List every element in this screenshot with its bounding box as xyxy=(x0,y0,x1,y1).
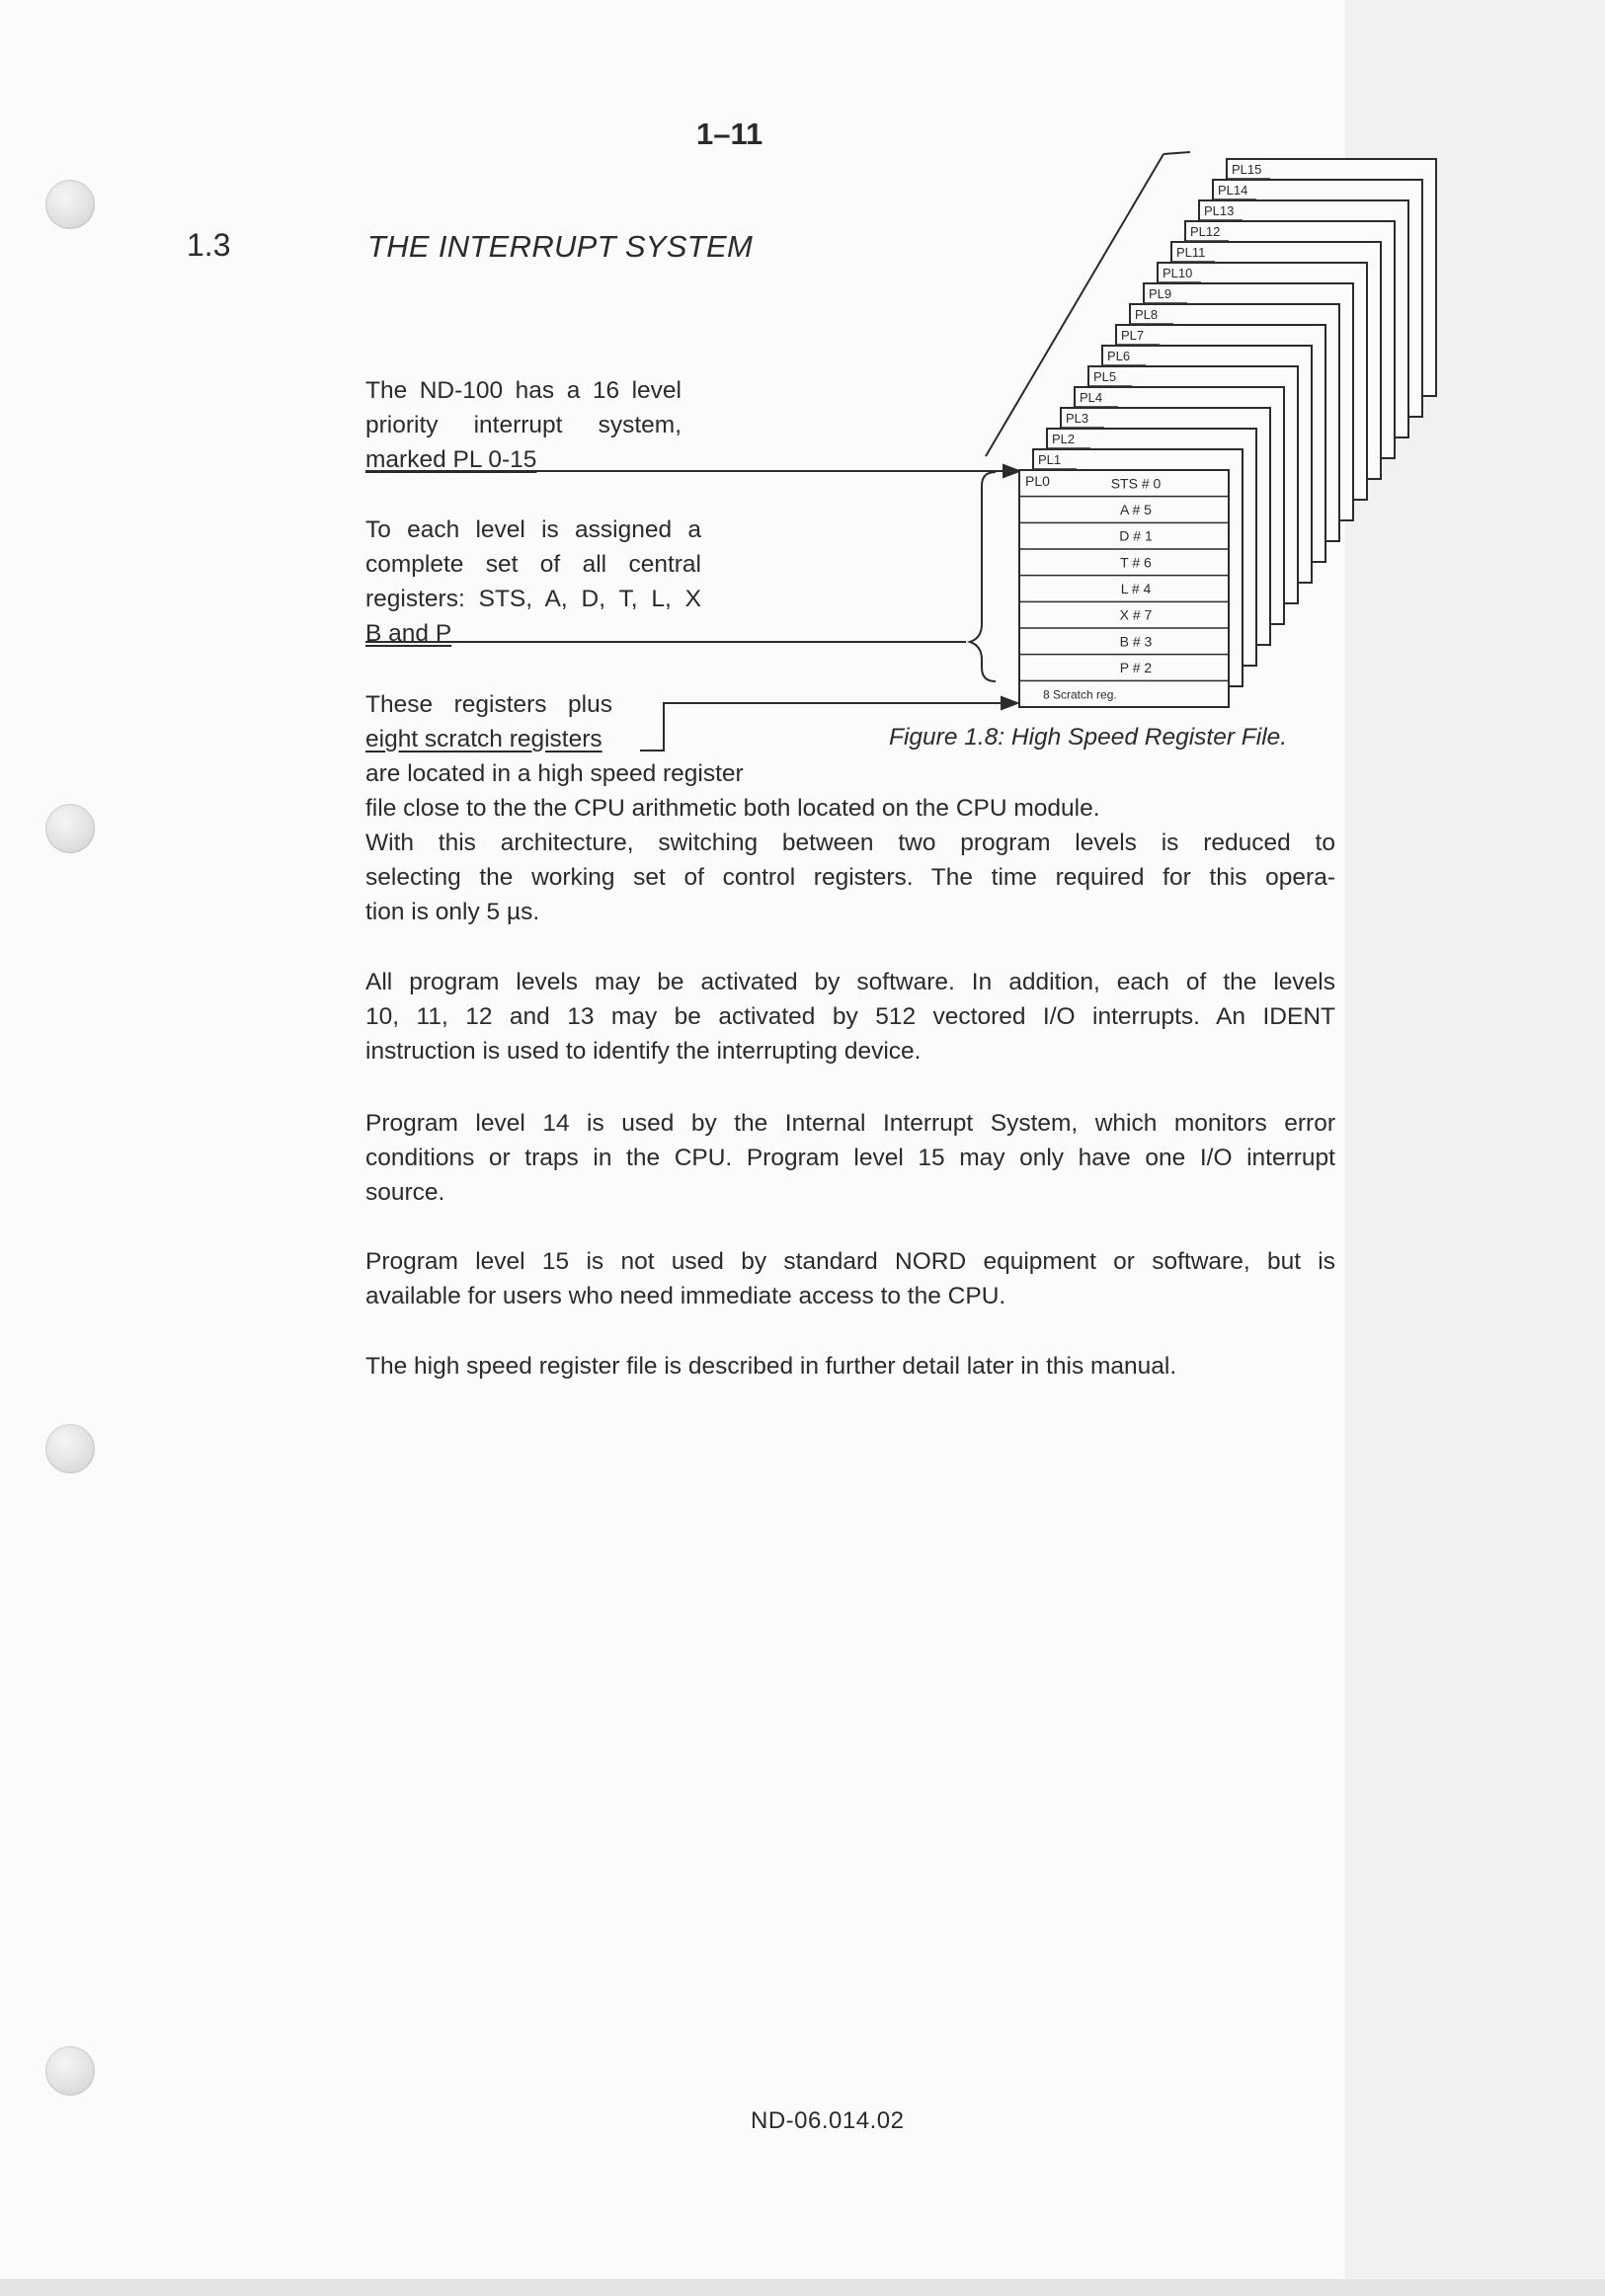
annotation-line: To each level is assigned a xyxy=(365,516,701,543)
body-line: instruction is used to identify the interrupting device. xyxy=(365,1038,922,1065)
body-line: The high speed register file is described in further detail later in this manual. xyxy=(365,1353,1177,1380)
body-line: tion is only 5 µs. xyxy=(365,899,540,925)
annotation-line: priority interrupt system, xyxy=(365,412,682,438)
annotation-line: B and P xyxy=(365,620,452,647)
register-row: L # 4 xyxy=(1120,581,1152,596)
arrowhead-icon xyxy=(1002,697,1017,709)
level-label: PL9 xyxy=(1149,286,1172,301)
annotation-line: complete set of all central xyxy=(365,551,701,578)
level-label: PL7 xyxy=(1121,328,1145,343)
annotation-line: marked PL 0-15 xyxy=(365,446,537,473)
section-number: 1.3 xyxy=(187,227,231,263)
section-title: THE INTERRUPT SYSTEM xyxy=(367,229,754,264)
level-label: PL5 xyxy=(1093,369,1117,384)
register-row: B # 3 xyxy=(1119,633,1153,650)
level-label: PL4 xyxy=(1080,390,1103,405)
register-brace xyxy=(970,472,996,681)
register-row: STS # 0 xyxy=(1110,475,1162,492)
paragraph-activation xyxy=(365,965,1335,1069)
annotation-line: These registers plus xyxy=(365,691,612,718)
paragraph-further-detail xyxy=(365,1349,1335,1384)
scratch-register-row: 8 Scratch reg. xyxy=(1043,687,1117,702)
body-line: Program level 15 is not used by standard NORD equipment or software, but is xyxy=(365,1248,1335,1275)
body-line: conditions or traps in the CPU. Program level 15 may only have one I/O interrupt xyxy=(365,1145,1335,1171)
level-label: PL0 xyxy=(1025,473,1050,489)
level-label: PL12 xyxy=(1190,224,1221,239)
arrowhead-icon xyxy=(1003,465,1019,477)
level-label: PL6 xyxy=(1107,349,1131,363)
level-label: PL15 xyxy=(1232,162,1262,177)
annotation-line: eight scratch registers xyxy=(365,726,602,752)
level-label: PL8 xyxy=(1135,307,1159,322)
level-label: PL1 xyxy=(1038,452,1062,467)
page-number: 1–11 xyxy=(696,117,763,151)
body-line: 10, 11, 12 and 13 may be activated by 512 vectored I/O interrupts. An IDENT xyxy=(365,1003,1335,1030)
paragraph-level-14 xyxy=(365,1106,1335,1210)
body-line: available for users who need immediate access to the CPU. xyxy=(365,1283,1006,1309)
body-line: selecting the working set of control registers. The time required for this opera- xyxy=(365,864,1335,891)
body-line: are located in a high speed register xyxy=(365,760,744,787)
register-row: D # 1 xyxy=(1119,527,1153,544)
level-label: PL3 xyxy=(1066,411,1089,426)
paragraph-level-15 xyxy=(365,1244,1335,1313)
level-label: PL13 xyxy=(1204,203,1235,218)
register-row: T # 6 xyxy=(1120,554,1152,571)
register-row: X # 7 xyxy=(1119,606,1153,623)
level-label: PL14 xyxy=(1218,183,1248,198)
body-line: All program levels may be activated by software. In addition, each of the levels xyxy=(365,969,1335,995)
body-line: file close to the the CPU arithmetic both located on the CPU module. xyxy=(365,795,1100,822)
register-row: P # 2 xyxy=(1119,660,1153,675)
paragraph-register-file xyxy=(365,756,1335,929)
body-line: Program level 14 is used by the Internal Interrupt System, which monitors error xyxy=(365,1110,1335,1137)
annotation-line: registers: STS, A, D, T, L, X xyxy=(365,586,701,612)
document-code: ND-06.014.02 xyxy=(751,2107,905,2134)
figure-caption: Figure 1.8: High Speed Register File. xyxy=(889,724,1288,751)
pl0-register-block xyxy=(1019,470,1229,707)
level-label: PL2 xyxy=(1052,432,1076,446)
stack-perspective-line xyxy=(1164,152,1190,154)
register-row: A # 5 xyxy=(1120,502,1152,517)
level-label: PL10 xyxy=(1163,266,1193,280)
body-line: With this architecture, switching between two program levels is reduced to xyxy=(365,830,1335,856)
level-label: PL11 xyxy=(1176,245,1206,260)
body-line: source. xyxy=(365,1179,445,1206)
annotation-line: The ND-100 has a 16 level xyxy=(365,377,682,404)
